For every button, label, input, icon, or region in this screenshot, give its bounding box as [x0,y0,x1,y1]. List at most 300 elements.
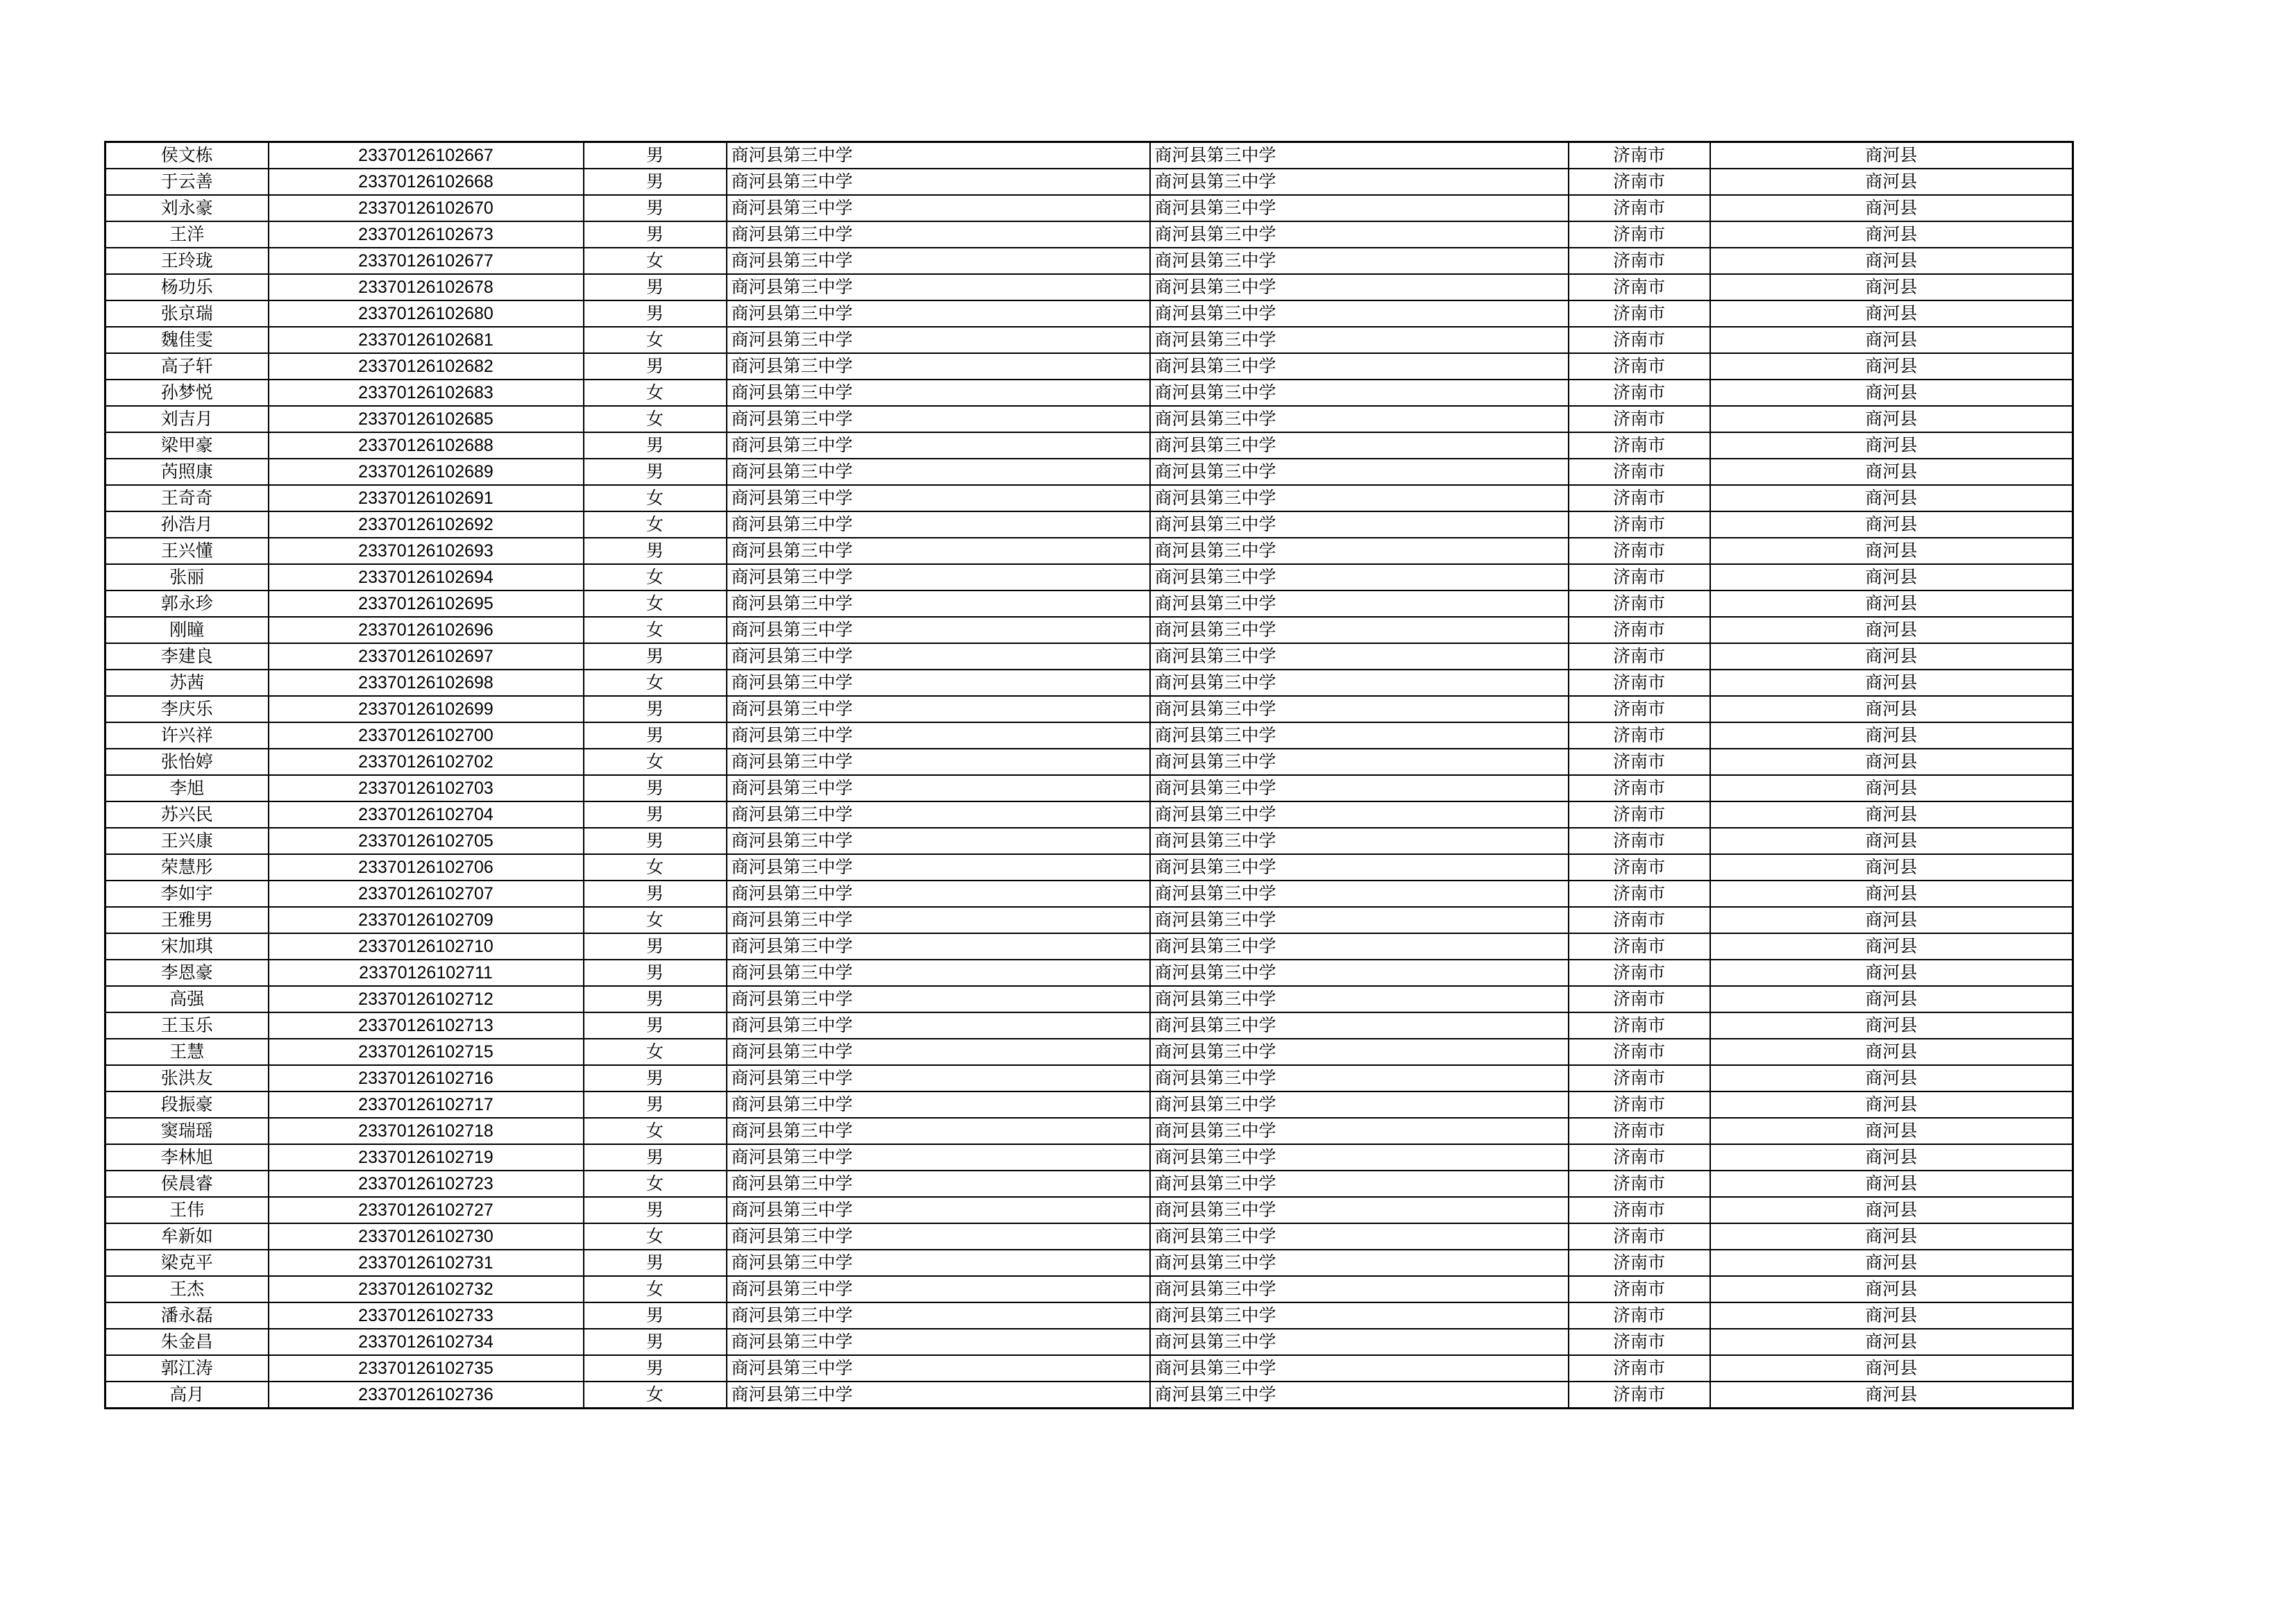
city-cell: 济南市 [1569,986,1710,1012]
exam-id-cell: 23370126102731 [269,1250,584,1276]
exam-id-cell: 23370126102683 [269,380,584,406]
table-row [105,1197,2073,1223]
school-cell: 商河县第三中学 [727,986,1150,1012]
school-cell: 商河县第三中学 [727,1091,1150,1118]
county-cell: 商河县 [1710,327,2073,353]
school-cell: 商河县第三中学 [727,1197,1150,1223]
county-cell: 商河县 [1710,1355,2073,1382]
table-row [105,1144,2073,1171]
gender-cell: 男 [584,1355,727,1382]
table-row [105,1250,2073,1276]
student-name-cell: 王慧 [105,1039,269,1065]
graduating-school-cell: 商河县第三中学 [1150,1382,1569,1409]
school-cell: 商河县第三中学 [727,1171,1150,1197]
student-name-cell: 李林旭 [105,1144,269,1171]
exam-id-cell: 23370126102696 [269,617,584,643]
student-name-cell: 张洪友 [105,1065,269,1091]
county-cell: 商河县 [1710,828,2073,854]
exam-id-cell: 23370126102689 [269,459,584,485]
county-cell: 商河县 [1710,169,2073,195]
city-cell: 济南市 [1569,933,1710,960]
table-row [105,1223,2073,1250]
exam-id-cell: 23370126102688 [269,432,584,459]
graduating-school-cell: 商河县第三中学 [1150,1302,1569,1329]
table-row [105,221,2073,248]
student-name-cell: 王伟 [105,1197,269,1223]
graduating-school-cell: 商河县第三中学 [1150,749,1569,775]
exam-id-cell: 23370126102695 [269,590,584,617]
student-name-cell: 杨功乐 [105,274,269,300]
table-row [105,749,2073,775]
county-cell: 商河县 [1710,722,2073,749]
exam-id-cell: 23370126102703 [269,775,584,801]
graduating-school-cell: 商河县第三中学 [1150,722,1569,749]
exam-id-cell: 23370126102677 [269,248,584,274]
school-cell: 商河县第三中学 [727,1329,1150,1355]
gender-cell: 男 [584,722,727,749]
table-row [105,1171,2073,1197]
city-cell: 济南市 [1569,485,1710,511]
exam-id-cell: 23370126102733 [269,1302,584,1329]
student-name-cell: 郭江涛 [105,1355,269,1382]
city-cell: 济南市 [1569,564,1710,590]
table-row [105,327,2073,353]
exam-id-cell: 23370126102702 [269,749,584,775]
school-cell: 商河县第三中学 [727,274,1150,300]
county-cell: 商河县 [1710,1223,2073,1250]
gender-cell: 男 [584,142,727,169]
gender-cell: 女 [584,749,727,775]
city-cell: 济南市 [1569,195,1710,221]
county-cell: 商河县 [1710,1382,2073,1409]
table-body [105,142,2073,1409]
city-cell: 济南市 [1569,300,1710,327]
county-cell: 商河县 [1710,380,2073,406]
exam-id-cell: 23370126102715 [269,1039,584,1065]
school-cell: 商河县第三中学 [727,1302,1150,1329]
student-name-cell: 梁克平 [105,1250,269,1276]
city-cell: 济南市 [1569,828,1710,854]
student-name-cell: 王雅男 [105,907,269,933]
student-name-cell: 苏兴民 [105,801,269,828]
graduating-school-cell: 商河县第三中学 [1150,1197,1569,1223]
city-cell: 济南市 [1569,248,1710,274]
graduating-school-cell: 商河县第三中学 [1150,775,1569,801]
gender-cell: 男 [584,933,727,960]
table-row [105,1039,2073,1065]
exam-id-cell: 23370126102697 [269,643,584,670]
county-cell: 商河县 [1710,696,2073,722]
county-cell: 商河县 [1710,986,2073,1012]
table-row [105,1012,2073,1039]
student-name-cell: 孙浩月 [105,511,269,538]
city-cell: 济南市 [1569,432,1710,459]
exam-id-cell: 23370126102713 [269,1012,584,1039]
school-cell: 商河县第三中学 [727,907,1150,933]
graduating-school-cell: 商河县第三中学 [1150,248,1569,274]
county-cell: 商河县 [1710,564,2073,590]
school-cell: 商河县第三中学 [727,1355,1150,1382]
table-row [105,406,2073,432]
gender-cell: 男 [584,1091,727,1118]
graduating-school-cell: 商河县第三中学 [1150,142,1569,169]
table-row [105,1302,2073,1329]
exam-id-cell: 23370126102710 [269,933,584,960]
gender-cell: 女 [584,617,727,643]
school-cell: 商河县第三中学 [727,1276,1150,1302]
graduating-school-cell: 商河县第三中学 [1150,564,1569,590]
graduating-school-cell: 商河县第三中学 [1150,274,1569,300]
gender-cell: 男 [584,274,727,300]
county-cell: 商河县 [1710,1250,2073,1276]
school-cell: 商河县第三中学 [727,828,1150,854]
table-row [105,828,2073,854]
county-cell: 商河县 [1710,221,2073,248]
gender-cell: 女 [584,380,727,406]
student-name-cell: 王洋 [105,221,269,248]
table-row [105,142,2073,169]
student-name-cell: 潘永磊 [105,1302,269,1329]
gender-cell: 男 [584,1065,727,1091]
student-list-table [104,141,2074,1409]
table-row [105,722,2073,749]
city-cell: 济南市 [1569,854,1710,881]
student-name-cell: 许兴祥 [105,722,269,749]
graduating-school-cell: 商河县第三中学 [1150,1250,1569,1276]
student-name-cell: 刘吉月 [105,406,269,432]
school-cell: 商河县第三中学 [727,696,1150,722]
graduating-school-cell: 商河县第三中学 [1150,221,1569,248]
exam-id-cell: 23370126102692 [269,511,584,538]
county-cell: 商河县 [1710,1302,2073,1329]
student-name-cell: 于云善 [105,169,269,195]
student-name-cell: 郭永珍 [105,590,269,617]
school-cell: 商河县第三中学 [727,775,1150,801]
city-cell: 济南市 [1569,590,1710,617]
gender-cell: 男 [584,459,727,485]
school-cell: 商河县第三中学 [727,248,1150,274]
table-row [105,1091,2073,1118]
school-cell: 商河县第三中学 [727,485,1150,511]
table-row [105,643,2073,670]
graduating-school-cell: 商河县第三中学 [1150,1118,1569,1144]
exam-id-cell: 23370126102685 [269,406,584,432]
school-cell: 商河县第三中学 [727,1144,1150,1171]
table-row [105,670,2073,696]
gender-cell: 女 [584,564,727,590]
graduating-school-cell: 商河县第三中学 [1150,801,1569,828]
school-cell: 商河县第三中学 [727,590,1150,617]
graduating-school-cell: 商河县第三中学 [1150,617,1569,643]
gender-cell: 女 [584,1171,727,1197]
graduating-school-cell: 商河县第三中学 [1150,643,1569,670]
exam-id-cell: 23370126102707 [269,881,584,907]
city-cell: 济南市 [1569,1276,1710,1302]
table-row [105,380,2073,406]
exam-id-cell: 23370126102691 [269,485,584,511]
graduating-school-cell: 商河县第三中学 [1150,1355,1569,1382]
gender-cell: 女 [584,248,727,274]
gender-cell: 男 [584,775,727,801]
gender-cell: 男 [584,1302,727,1329]
graduating-school-cell: 商河县第三中学 [1150,1144,1569,1171]
school-cell: 商河县第三中学 [727,195,1150,221]
gender-cell: 男 [584,169,727,195]
school-cell: 商河县第三中学 [727,854,1150,881]
school-cell: 商河县第三中学 [727,1065,1150,1091]
county-cell: 商河县 [1710,538,2073,564]
exam-id-cell: 23370126102700 [269,722,584,749]
gender-cell: 男 [584,801,727,828]
city-cell: 济南市 [1569,1382,1710,1409]
graduating-school-cell: 商河县第三中学 [1150,670,1569,696]
school-cell: 商河县第三中学 [727,169,1150,195]
school-cell: 商河县第三中学 [727,1223,1150,1250]
exam-id-cell: 23370126102693 [269,538,584,564]
gender-cell: 男 [584,696,727,722]
exam-id-cell: 23370126102735 [269,1355,584,1382]
county-cell: 商河县 [1710,933,2073,960]
exam-id-cell: 23370126102734 [269,1329,584,1355]
student-name-cell: 王奇奇 [105,485,269,511]
exam-id-cell: 23370126102716 [269,1065,584,1091]
county-cell: 商河县 [1710,1091,2073,1118]
school-cell: 商河县第三中学 [727,406,1150,432]
gender-cell: 女 [584,907,727,933]
table-row [105,1065,2073,1091]
county-cell: 商河县 [1710,907,2073,933]
gender-cell: 女 [584,1382,727,1409]
city-cell: 济南市 [1569,1118,1710,1144]
exam-id-cell: 23370126102712 [269,986,584,1012]
graduating-school-cell: 商河县第三中学 [1150,881,1569,907]
student-name-cell: 侯文栋 [105,142,269,169]
county-cell: 商河县 [1710,1276,2073,1302]
graduating-school-cell: 商河县第三中学 [1150,432,1569,459]
exam-id-cell: 23370126102711 [269,960,584,986]
city-cell: 济南市 [1569,1197,1710,1223]
school-cell: 商河县第三中学 [727,538,1150,564]
city-cell: 济南市 [1569,960,1710,986]
table-row [105,1355,2073,1382]
city-cell: 济南市 [1569,1302,1710,1329]
gender-cell: 女 [584,511,727,538]
school-cell: 商河县第三中学 [727,564,1150,590]
table-row [105,432,2073,459]
student-name-cell: 张京瑞 [105,300,269,327]
county-cell: 商河县 [1710,432,2073,459]
city-cell: 济南市 [1569,380,1710,406]
city-cell: 济南市 [1569,775,1710,801]
table-row [105,696,2073,722]
gender-cell: 女 [584,590,727,617]
student-name-cell: 刚瞳 [105,617,269,643]
gender-cell: 女 [584,854,727,881]
table-row [105,986,2073,1012]
exam-id-cell: 23370126102694 [269,564,584,590]
table-row [105,300,2073,327]
graduating-school-cell: 商河县第三中学 [1150,169,1569,195]
city-cell: 济南市 [1569,169,1710,195]
graduating-school-cell: 商河县第三中学 [1150,1012,1569,1039]
city-cell: 济南市 [1569,907,1710,933]
city-cell: 济南市 [1569,1012,1710,1039]
table-row [105,617,2073,643]
student-name-cell: 王兴康 [105,828,269,854]
gender-cell: 女 [584,1223,727,1250]
county-cell: 商河县 [1710,195,2073,221]
county-cell: 商河县 [1710,300,2073,327]
exam-id-cell: 23370126102727 [269,1197,584,1223]
county-cell: 商河县 [1710,1065,2073,1091]
table-row [105,538,2073,564]
school-cell: 商河县第三中学 [727,300,1150,327]
graduating-school-cell: 商河县第三中学 [1150,1223,1569,1250]
county-cell: 商河县 [1710,1197,2073,1223]
graduating-school-cell: 商河县第三中学 [1150,485,1569,511]
school-cell: 商河县第三中学 [727,670,1150,696]
gender-cell: 女 [584,1276,727,1302]
school-cell: 商河县第三中学 [727,353,1150,380]
city-cell: 济南市 [1569,617,1710,643]
gender-cell: 男 [584,828,727,854]
gender-cell: 男 [584,538,727,564]
county-cell: 商河县 [1710,960,2073,986]
exam-id-cell: 23370126102718 [269,1118,584,1144]
student-name-cell: 魏佳雯 [105,327,269,353]
table-row [105,1276,2073,1302]
school-cell: 商河县第三中学 [727,1039,1150,1065]
county-cell: 商河县 [1710,617,2073,643]
city-cell: 济南市 [1569,881,1710,907]
school-cell: 商河县第三中学 [727,881,1150,907]
graduating-school-cell: 商河县第三中学 [1150,353,1569,380]
graduating-school-cell: 商河县第三中学 [1150,590,1569,617]
table-row [105,775,2073,801]
student-name-cell: 孙梦悦 [105,380,269,406]
student-name-cell: 朱金昌 [105,1329,269,1355]
county-cell: 商河县 [1710,881,2073,907]
gender-cell: 男 [584,1144,727,1171]
gender-cell: 男 [584,643,727,670]
table-row [105,907,2073,933]
student-name-cell: 梁甲豪 [105,432,269,459]
exam-id-cell: 23370126102678 [269,274,584,300]
city-cell: 济南市 [1569,722,1710,749]
county-cell: 商河县 [1710,1144,2073,1171]
county-cell: 商河县 [1710,248,2073,274]
exam-id-cell: 23370126102699 [269,696,584,722]
exam-id-cell: 23370126102717 [269,1091,584,1118]
school-cell: 商河县第三中学 [727,933,1150,960]
student-name-cell: 李旭 [105,775,269,801]
city-cell: 济南市 [1569,1091,1710,1118]
exam-id-cell: 23370126102719 [269,1144,584,1171]
school-cell: 商河县第三中学 [727,142,1150,169]
graduating-school-cell: 商河县第三中学 [1150,907,1569,933]
exam-id-cell: 23370126102730 [269,1223,584,1250]
gender-cell: 男 [584,986,727,1012]
graduating-school-cell: 商河县第三中学 [1150,828,1569,854]
school-cell: 商河县第三中学 [727,1250,1150,1276]
table-row [105,564,2073,590]
exam-id-cell: 23370126102704 [269,801,584,828]
school-cell: 商河县第三中学 [727,459,1150,485]
table-row [105,459,2073,485]
graduating-school-cell: 商河县第三中学 [1150,986,1569,1012]
student-name-cell: 苏茜 [105,670,269,696]
graduating-school-cell: 商河县第三中学 [1150,1039,1569,1065]
table-row [105,485,2073,511]
exam-id-cell: 23370126102709 [269,907,584,933]
city-cell: 济南市 [1569,1355,1710,1382]
city-cell: 济南市 [1569,1065,1710,1091]
gender-cell: 女 [584,1039,727,1065]
county-cell: 商河县 [1710,1118,2073,1144]
school-cell: 商河县第三中学 [727,643,1150,670]
exam-id-cell: 23370126102736 [269,1382,584,1409]
exam-id-cell: 23370126102732 [269,1276,584,1302]
city-cell: 济南市 [1569,327,1710,353]
school-cell: 商河县第三中学 [727,617,1150,643]
county-cell: 商河县 [1710,353,2073,380]
table-row [105,854,2073,881]
graduating-school-cell: 商河县第三中学 [1150,327,1569,353]
school-cell: 商河县第三中学 [727,801,1150,828]
table-row [105,960,2073,986]
county-cell: 商河县 [1710,670,2073,696]
school-cell: 商河县第三中学 [727,221,1150,248]
graduating-school-cell: 商河县第三中学 [1150,300,1569,327]
exam-id-cell: 23370126102706 [269,854,584,881]
city-cell: 济南市 [1569,643,1710,670]
county-cell: 商河县 [1710,1171,2073,1197]
county-cell: 商河县 [1710,643,2073,670]
city-cell: 济南市 [1569,749,1710,775]
school-cell: 商河县第三中学 [727,432,1150,459]
county-cell: 商河县 [1710,1012,2073,1039]
graduating-school-cell: 商河县第三中学 [1150,1091,1569,1118]
city-cell: 济南市 [1569,459,1710,485]
exam-id-cell: 23370126102670 [269,195,584,221]
city-cell: 济南市 [1569,353,1710,380]
student-name-cell: 高强 [105,986,269,1012]
gender-cell: 女 [584,485,727,511]
gender-cell: 男 [584,1197,727,1223]
gender-cell: 男 [584,960,727,986]
county-cell: 商河县 [1710,590,2073,617]
gender-cell: 男 [584,300,727,327]
student-name-cell: 窦瑞瑶 [105,1118,269,1144]
graduating-school-cell: 商河县第三中学 [1150,511,1569,538]
gender-cell: 男 [584,432,727,459]
graduating-school-cell: 商河县第三中学 [1150,1276,1569,1302]
graduating-school-cell: 商河县第三中学 [1150,960,1569,986]
school-cell: 商河县第三中学 [727,722,1150,749]
gender-cell: 男 [584,195,727,221]
gender-cell: 男 [584,353,727,380]
graduating-school-cell: 商河县第三中学 [1150,1171,1569,1197]
city-cell: 济南市 [1569,538,1710,564]
student-name-cell: 侯晨睿 [105,1171,269,1197]
graduating-school-cell: 商河县第三中学 [1150,1065,1569,1091]
city-cell: 济南市 [1569,1329,1710,1355]
exam-id-cell: 23370126102680 [269,300,584,327]
gender-cell: 女 [584,1118,727,1144]
student-name-cell: 李庆乐 [105,696,269,722]
student-name-cell: 王兴懂 [105,538,269,564]
student-name-cell: 李恩豪 [105,960,269,986]
